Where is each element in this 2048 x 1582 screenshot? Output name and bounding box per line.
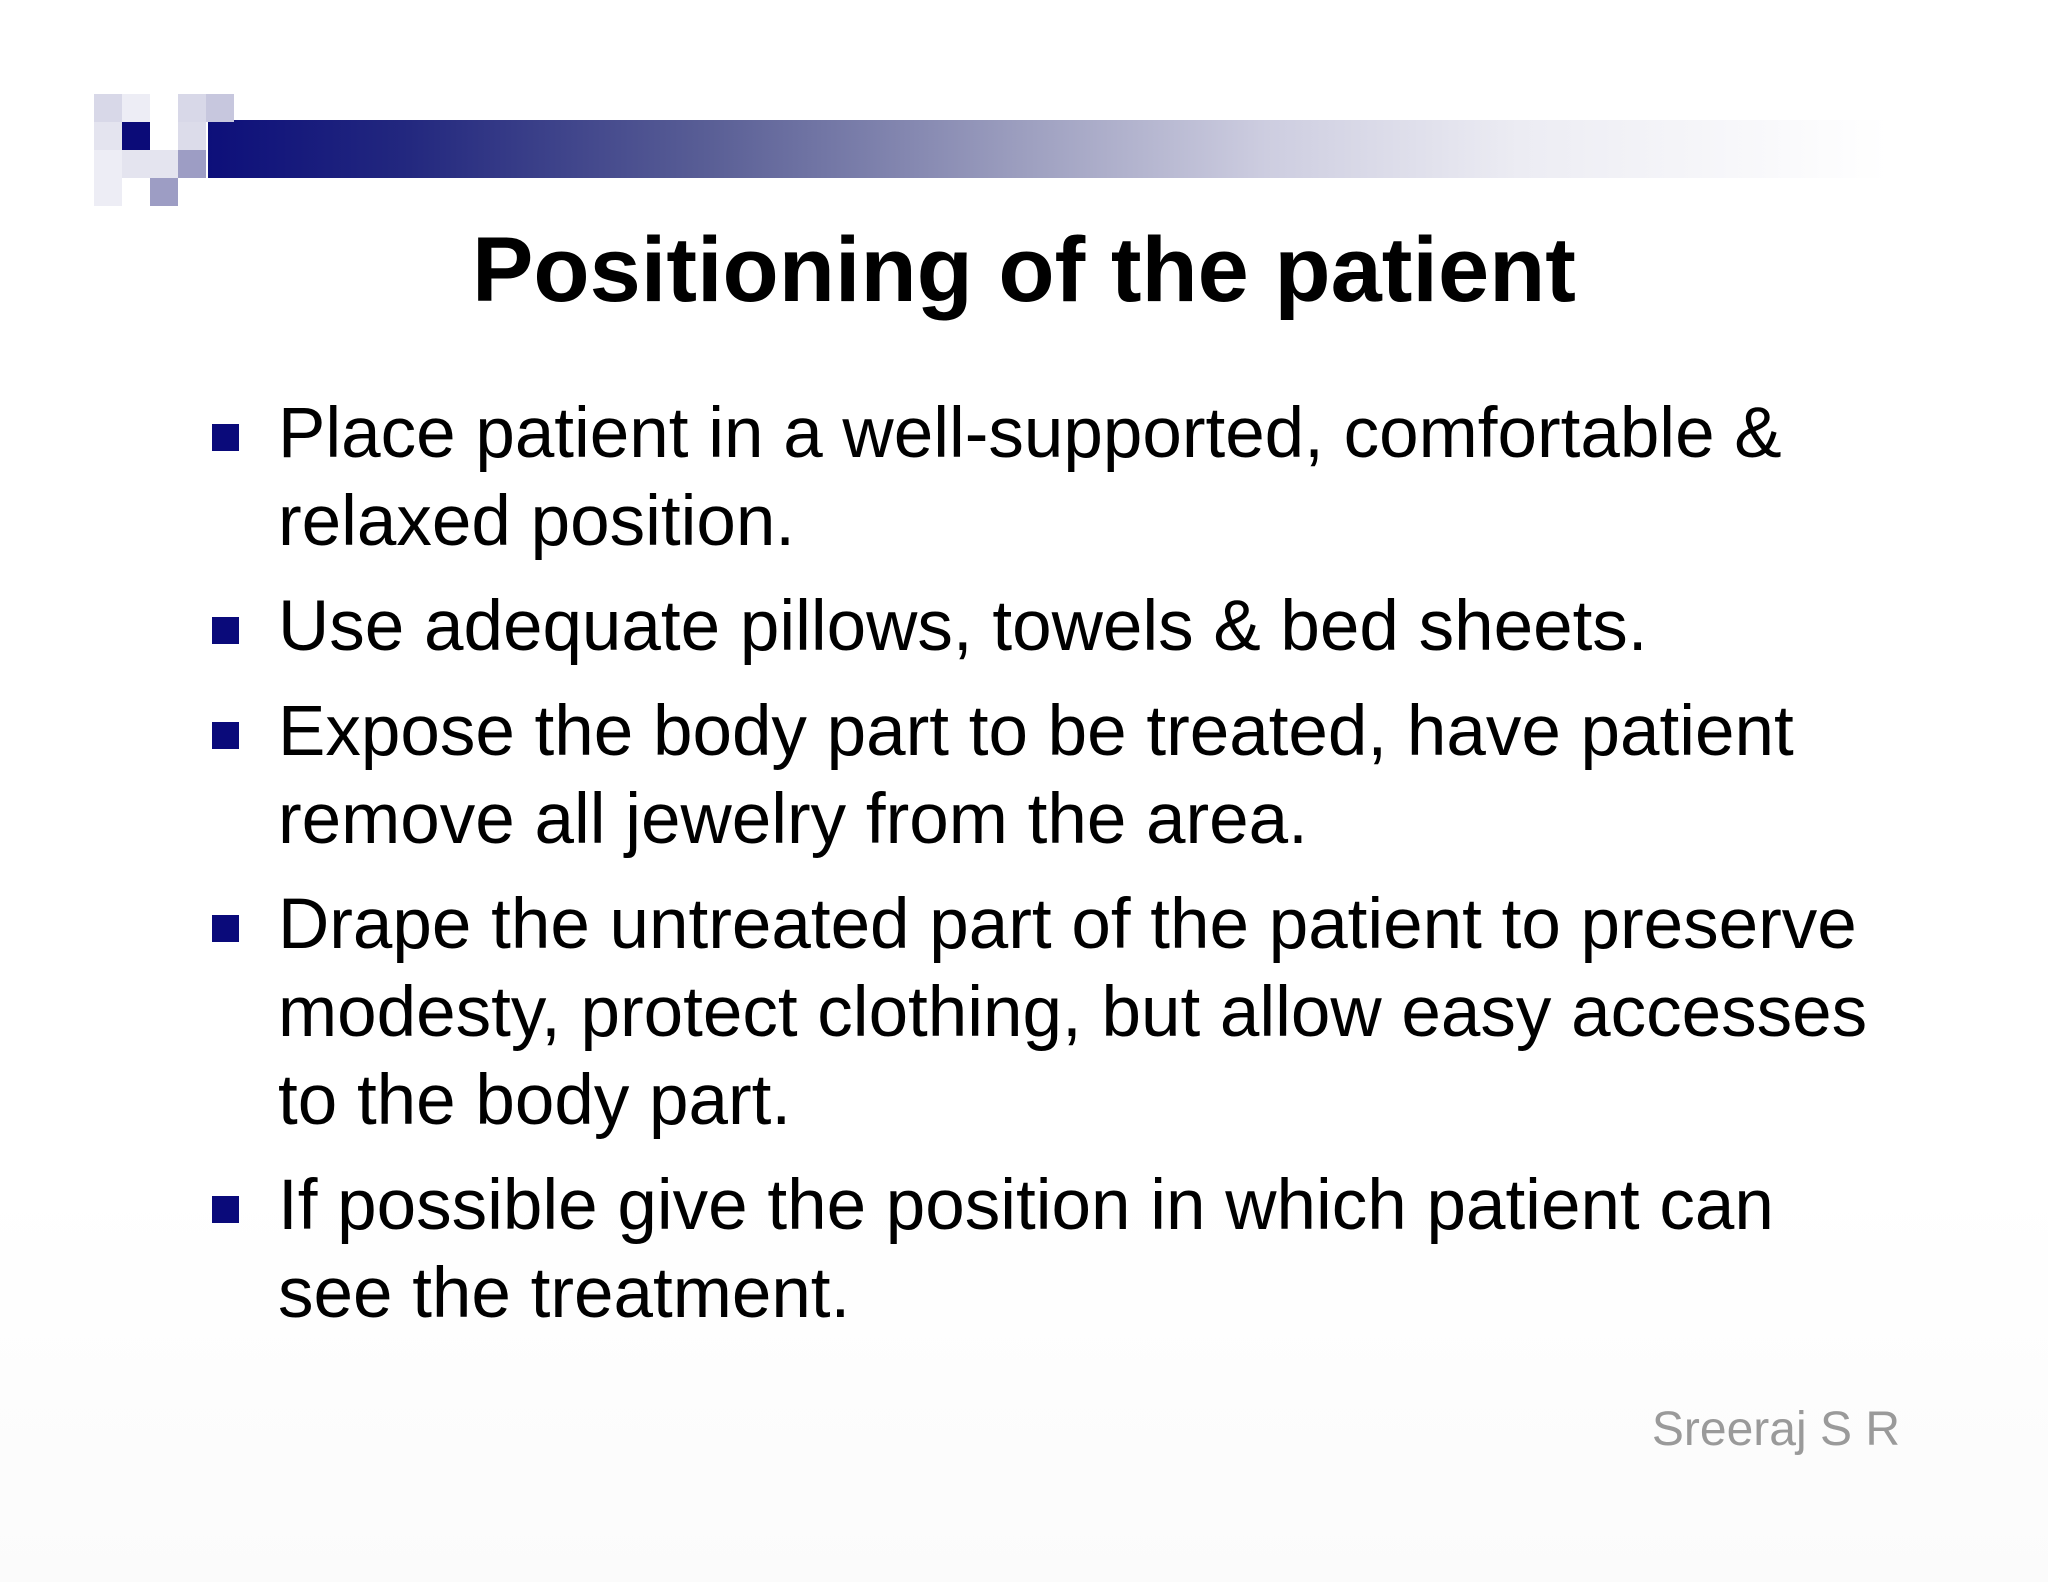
deco-square <box>94 94 122 122</box>
deco-square <box>122 94 150 122</box>
list-item <box>208 688 1908 864</box>
deco-square <box>94 178 122 206</box>
deco-square <box>94 122 122 150</box>
bullet-text: Use adequate pillows, towels & bed sheets. <box>278 587 1648 666</box>
deco-square <box>178 122 206 150</box>
list-item <box>208 1162 1908 1338</box>
gradient-bar <box>208 120 1888 178</box>
slide-title: Positioning of the patient <box>472 219 1576 321</box>
deco-square <box>178 94 206 122</box>
square-bullet-icon <box>212 915 239 942</box>
bullet-list <box>208 390 1908 1355</box>
bullet-text: Expose the body part to be treated, have patient remove all jewelry from the area. <box>278 692 1794 859</box>
square-bullet-icon <box>212 424 239 451</box>
list-item <box>208 881 1908 1145</box>
deco-square <box>122 122 150 150</box>
list-item <box>208 390 1908 566</box>
header-decoration <box>0 0 2048 220</box>
square-bullet-icon <box>212 1196 239 1223</box>
square-bullet-icon <box>212 722 239 749</box>
deco-square <box>150 150 178 178</box>
deco-square <box>150 178 178 206</box>
bullet-text: Place patient in a well-supported, comfortable & relaxed position. <box>278 394 1782 561</box>
deco-square <box>150 122 178 150</box>
deco-square <box>206 94 234 122</box>
deco-square <box>122 150 150 178</box>
bullet-text: Drape the untreated part of the patient to preserve modesty, protect clothing, but allow easy accesses to the body part. <box>278 885 1868 1140</box>
square-bullet-icon <box>212 617 239 644</box>
deco-square <box>94 150 122 178</box>
bullet-text: If possible give the position in which patient can see the treatment. <box>278 1166 1774 1333</box>
author-credit: Sreeraj S R <box>1651 1403 1900 1456</box>
deco-square <box>178 150 206 178</box>
list-item <box>208 583 1908 671</box>
